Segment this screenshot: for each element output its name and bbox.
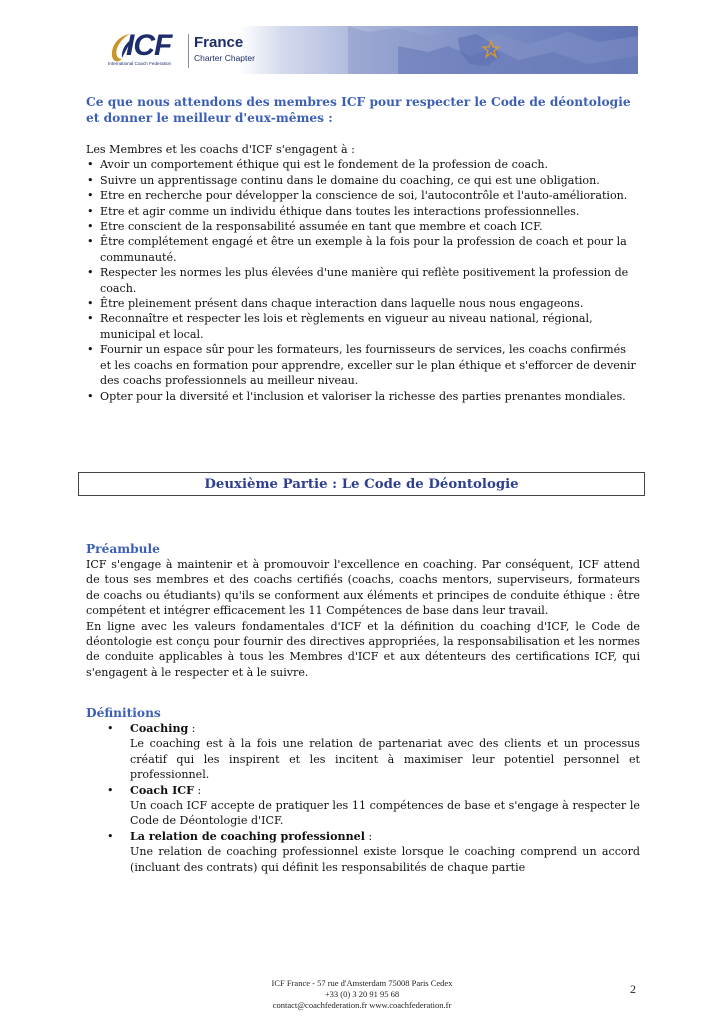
- list-item: • Suivre un apprentissage continu dans le domaine du coaching, ce qui est une obligation.: [86, 173, 640, 188]
- list-item: • Etre en recherche pour développer la conscience de soi, l'autocontrôle et l'auto-amélioration.: [86, 188, 640, 203]
- footer-address: ICF France - 57 rue d'Amsterdam 75008 Paris Cedex: [271, 978, 453, 988]
- definition-item: [86, 783, 640, 829]
- preambule-paragraph: En ligne avec les valeurs fondamentales d'ICF et la définition du coaching d'ICF, le Code de déontologie est conçu pour fournir des directives appropriées, la responsabilisation et les normes de conduite applicables à tous les Membres d'ICF et aux détenteurs des certifications ICF, qui s'engagent à le respecter et à le suivre.: [86, 619, 640, 679]
- list-item: • Etre conscient de la responsabilité assumée en tant que membre et coach ICF.: [86, 219, 640, 234]
- footer-phone: +33 (0) 3 20 91 95 68: [324, 989, 400, 999]
- definition-text: Une relation de coaching professionnel existe lorsque le coaching comprend un accord (incluant des contrats) qui définit les responsabilités de chaque partie: [130, 845, 640, 874]
- section-heading: Ce que nous attendons des membres ICF pour respecter le Code de déontologie et donner le meilleur d'eux-mêmes :: [86, 95, 631, 125]
- icf-france-logo: [102, 28, 292, 72]
- definition-suffix: :: [188, 722, 196, 735]
- list-item: • Opter pour la diversité et l'inclusion et valoriser la richesse des parties prenantes mondiales.: [86, 389, 640, 404]
- preambule-paragraph: ICF s'engage à maintenir et à promouvoir l'excellence en coaching. Par conséquent, ICF attend de tous ses membres et des coachs certifiés (coachs, coachs mentors, superviseurs, formateurs de coachs ou étudiants) qu'ils se conforment aux éléments et principes de conduite éthique : être compétent et intégrer efficacement les 11 Compétences de base dans leur travail.: [86, 558, 640, 618]
- logo-separator: [188, 34, 189, 68]
- intro-text: Les Membres et les coachs d'ICF s'engagent à :: [86, 143, 355, 156]
- definition-term: Coach ICF: [130, 783, 194, 797]
- preambule-heading: Préambule: [86, 542, 160, 556]
- definition-item: [86, 721, 640, 783]
- part-title: Deuxième Partie : Le Code de Déontologie: [78, 472, 645, 496]
- list-item: • Être pleinement présent dans chaque interaction dans laquelle nous nous engageons.: [86, 296, 640, 311]
- definition-term: La relation de coaching professionnel: [130, 829, 365, 843]
- logo-subtitle: International Coach Federation: [108, 61, 172, 66]
- commitments-list: [86, 157, 640, 404]
- definitions-list: [86, 721, 640, 875]
- definition-suffix: :: [364, 829, 373, 843]
- list-item: • Respecter les normes les plus élevées d'une manière qui reflète positivement la profession de coach.: [86, 265, 640, 296]
- logo-chapter: Charter Chapter: [194, 53, 255, 63]
- list-item: • Etre et agir comme un individu éthique dans toutes les interactions professionnelles.: [86, 204, 640, 219]
- section-definitions: [86, 705, 640, 875]
- list-item: • Fournir un espace sûr pour les formateurs, les fournisseurs de services, les coachs confirmés et les coachs en formation pour apprendre, exceller sur le plan éthique et s'efforcer de devenir des coachs professionnels au meilleur niveau.: [86, 342, 640, 388]
- list-item: • Être complétement engagé et être un exemple à la fois pour la profession de coach et pour la communauté.: [86, 234, 640, 265]
- definition-text: Le coaching est à la fois une relation de partenariat avec des clients et un processus créatif qui les inspirent et les incitent à maximiser leur potentiel personnel et professionnel.: [130, 737, 640, 782]
- logo-icf-text: ICF: [126, 29, 172, 62]
- section-preambule: [86, 541, 640, 680]
- footer-contact: contact@coachfederation.fr www.coachfederation.fr: [272, 1000, 452, 1010]
- definition-item: [86, 829, 640, 875]
- page-footer: [0, 978, 724, 1011]
- list-item: • Avoir un comportement éthique qui est le fondement de la profession de coach.: [86, 157, 640, 172]
- definitions-heading: Définitions: [86, 706, 161, 720]
- list-item: • Reconnaître et respecter les lois et règlements en vigueur au niveau national, régional, municipal et local.: [86, 311, 640, 342]
- header-banner: [98, 26, 638, 74]
- france-star-icon: [482, 40, 500, 58]
- definition-term: Coaching: [130, 722, 189, 735]
- section-expectations: [86, 94, 640, 404]
- page-number: 2: [630, 982, 636, 996]
- logo-country: France: [194, 34, 244, 51]
- definition-text: Un coach ICF accepte de pratiquer les 11 compétences de base et s'engage à respecter le Code de Déontologie d'ICF.: [130, 799, 640, 828]
- definition-suffix: :: [194, 783, 202, 797]
